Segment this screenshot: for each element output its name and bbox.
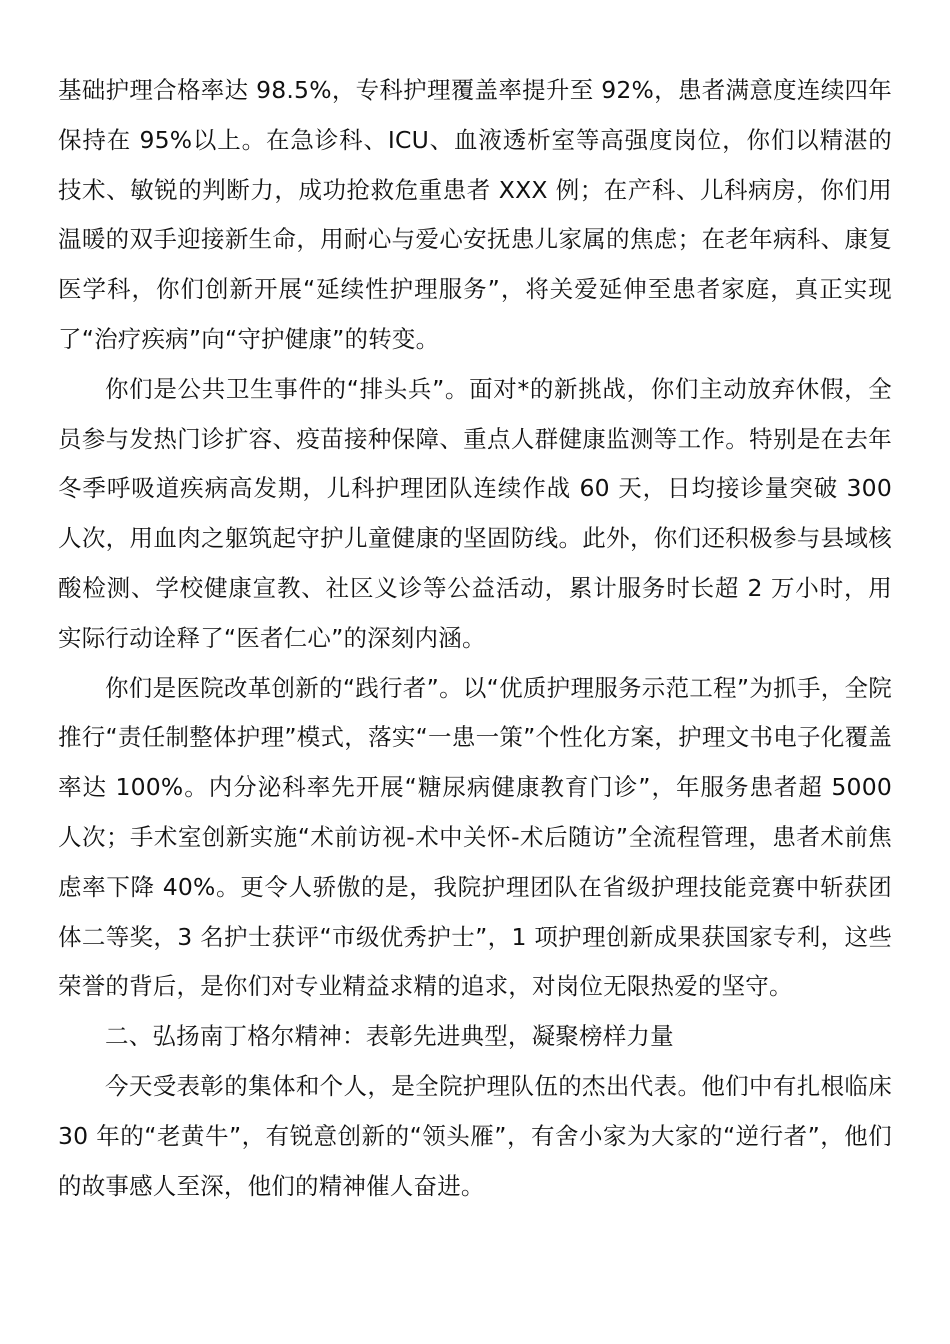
- section-heading-two: 二、弘扬南丁格尔精神：表彰先进典型，凝聚榜样力量: [105, 1022, 674, 1051]
- paragraph-public-health: 你们是公共卫生事件的“排头兵”。面对*的新挑战，你们主动放弃休假，全员参与发热门诊扩容、疫苗接种保障、重点人群健康监测等工作。特别是在去年冬季呼吸道疾病高发期，儿科护理团队连续作战 60 天，日均接诊量突破 300 人次，用血肉之躯筑起守护儿童健康的坚固防线。此外，你们还积极参与县域核酸检测、学校健康宣教、社区义诊等公益活动，累计服务时长超 2 万小时，用实际行动诠释了“医者仁心”的深刻内涵。: [58, 374, 892, 652]
- paragraph-nursing-achievements: 基础护理合格率达 98.5%，专科护理覆盖率提升至 92%，患者满意度连续四年保持在 95%以上。在急诊科、ICU、血液透析室等高强度岗位，你们以精湛的技术、敏锐的判断力，成功抢救危重患者 XXX 例；在产科、儿科病房，你们用温暖的双手迎接新生命，用耐心与爱心安抚患儿家属的焦虑；在老年病科、康复医学科，你们创新开展“延续性护理服务”，将关爱延伸至患者家庭，真正实现了“治疗疾病”向“守护健康”的转变。: [58, 76, 892, 353]
- paragraph-honorees: 今天受表彰的集体和个人，是全院护理队伍的杰出代表。他们中有扎根临床 30 年的“老黄牛”，有锐意创新的“领头雁”，有舍小家为大家的“逆行者”，他们的故事感人至深，他们的精神催人奋进。: [58, 1071, 892, 1200]
- paragraph-reform-innovation: 你们是医院改革创新的“践行者”。以“优质护理服务示范工程”为抓手，全院推行“责任制整体护理”模式，落实“一患一策”个性化方案，护理文书电子化覆盖率达 100%。内分泌科率先开展“糖尿病健康教育门诊”，年服务患者超 5000 人次；手术室创新实施“术前访视-术中关怀-术后随访”全流程管理，患者术前焦虑率下降 40%。更令人骄傲的是，我院护理团队在省级护理技能竞赛中斩获团体二等奖，3 名护士获评“市级优秀护士”，1 项护理创新成果获国家专利，这些荣誉的背后，是你们对专业精益求精的追求，对岗位无限热爱的坚守。: [58, 673, 892, 1001]
